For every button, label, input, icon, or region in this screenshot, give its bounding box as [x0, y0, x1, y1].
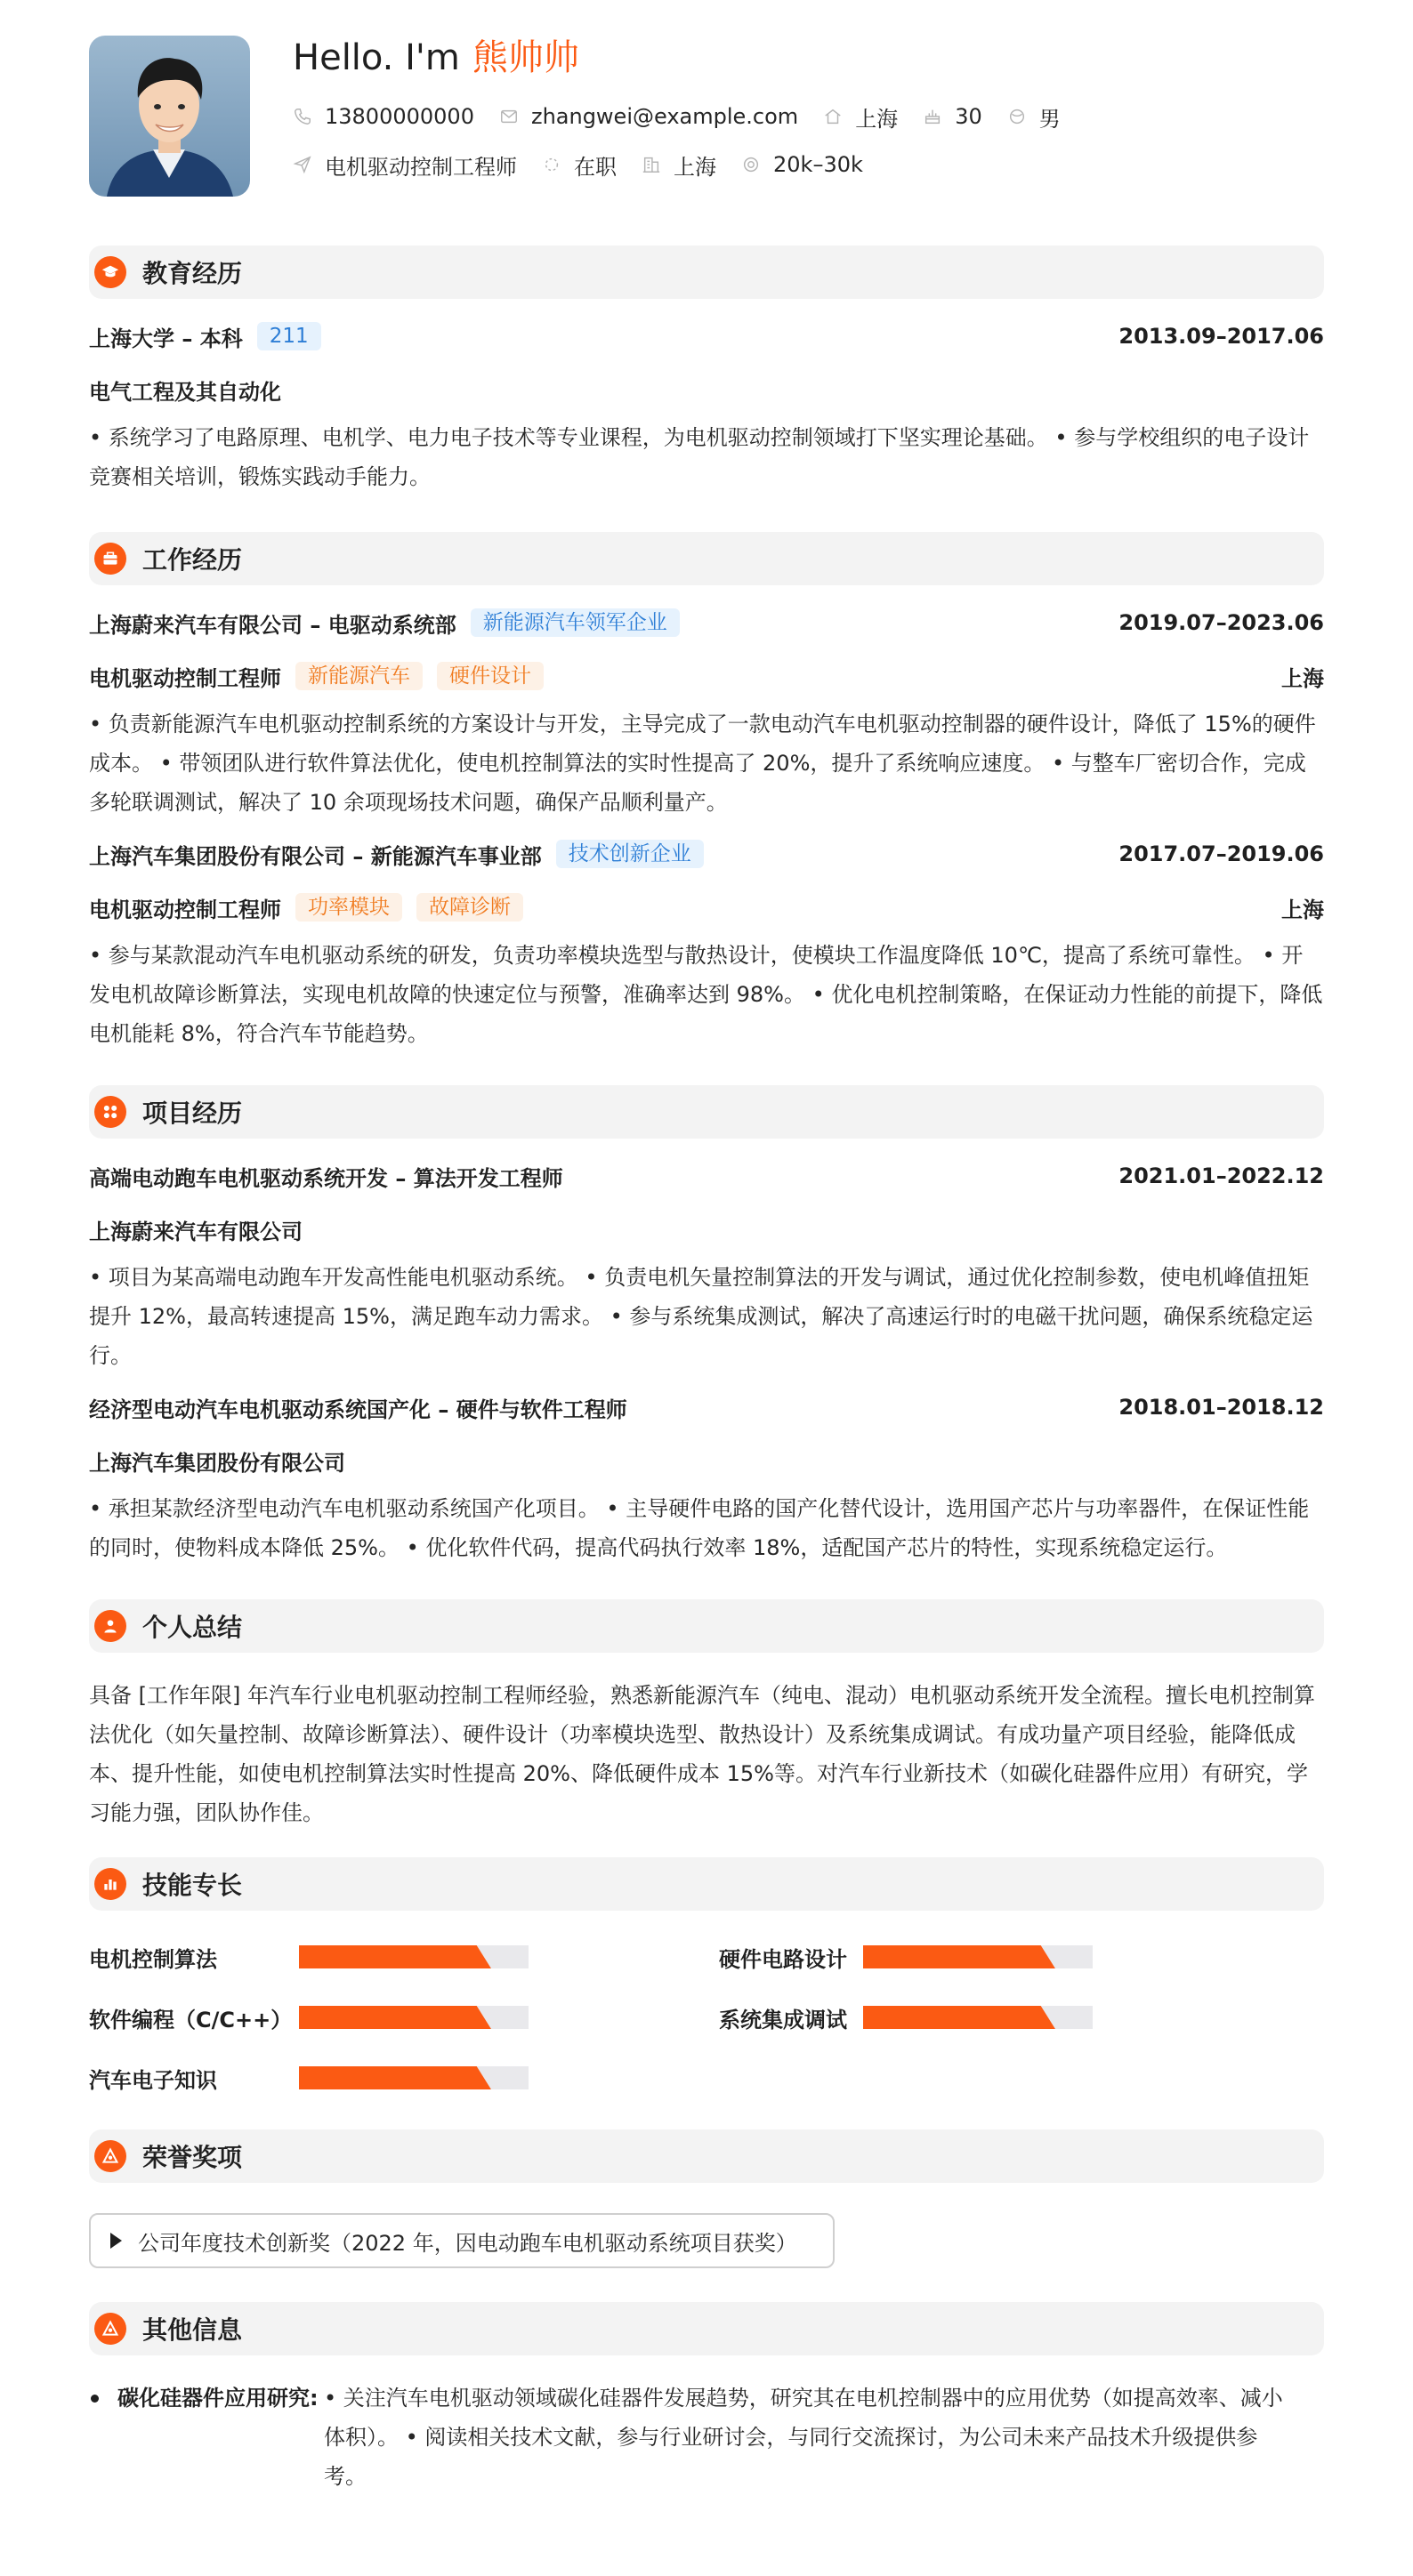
skill-name: 汽车电子知识 — [89, 2067, 217, 2093]
email-value: zhangwei@example.com — [530, 104, 799, 129]
work-company-row — [89, 608, 1324, 637]
resume-header — [89, 36, 1324, 196]
work-company: 上海蔚来汽车有限公司 – 电驱动系统部 — [89, 612, 456, 638]
work-description: • 参与某款混动汽车电机驱动系统的研发，负责功率模块选型与散热设计，使模块工作温度降低 10℃，提高了系统可靠性。 • 开发电机故障诊断算法，实现电机故障的快速定位与预警，准确率达到 98%。 • 优化电机控制策略，在保证动力性能的前提下，降低电机能耗 8%，符合汽车节能趋势。 — [89, 943, 1323, 1046]
skill-bar — [863, 2006, 1093, 2029]
skills-section-header — [89, 1857, 1324, 1911]
project-company-row — [89, 1446, 1324, 1475]
grid-icon — [94, 1096, 126, 1128]
work-city: 上海 — [1281, 897, 1324, 922]
project-company-row — [89, 1215, 1324, 1244]
salary-value: 20k–30k — [773, 152, 863, 177]
work-company-row — [89, 840, 1324, 868]
email-info — [499, 104, 798, 129]
work-tag: 故障诊断 — [416, 893, 523, 922]
other-label: 碳化硅器件应用研究: — [117, 2386, 319, 2411]
skill-bar — [863, 1945, 1093, 1968]
education-row — [89, 322, 1324, 350]
project-name: 高端电动跑车电机驱动系统开发 – 算法开发工程师 — [89, 1165, 563, 1191]
education-description: • 系统学习了电路原理、电机学、电力电子技术等专业课程，为电机驱动控制领域打下坚实理论基础。 • 参与学校组织的电子设计竞赛相关培训，锻炼实践动手能力。 — [89, 425, 1310, 489]
avatar — [89, 36, 250, 197]
skill-item — [719, 1943, 1164, 1971]
status-info — [542, 149, 617, 181]
greeting-text: Hello. I'm — [293, 37, 460, 78]
project-row — [89, 1162, 1324, 1190]
other-section-title: 其他信息 — [142, 2315, 243, 2345]
city-info — [642, 149, 716, 181]
job-title-value: 电机驱动控制工程师 — [325, 154, 517, 180]
coin-icon — [741, 155, 761, 174]
skill-bar — [299, 1945, 529, 1968]
skill-bar-fill — [299, 2066, 505, 2089]
candidate-name: 熊帅帅 — [472, 37, 579, 78]
award-text: 公司年度技术创新奖（2022 年，因电动跑车电机驱动系统项目获奖） — [138, 2230, 797, 2256]
project-company: 上海蔚来汽车有限公司 — [89, 1219, 303, 1244]
skills-list — [89, 1943, 1324, 2092]
project-date: 2018.01–2018.12 — [1118, 1395, 1324, 1420]
work-role-row — [89, 893, 1324, 922]
awards-list — [89, 2213, 1324, 2268]
phone-info — [293, 104, 474, 129]
skill-bar-fill — [863, 2006, 1070, 2029]
job-info — [293, 149, 517, 181]
contact-row — [293, 103, 1086, 130]
send-icon — [293, 155, 312, 174]
project-description: • 项目为某高端电动跑车开发高性能电机驱动系统。 • 负责电机矢量控制算法的开发与调试，通过优化控制参数，使电机峰值扭矩提升 12%，最高转速提高 15%，满足跑车动力需求。 • 参与系统集成测试，解决了高速运行时的电磁干扰问题，确保系统稳定运行。 — [89, 1265, 1313, 1368]
project-name: 经济型电动汽车电机驱动系统国产化 – 硬件与软件工程师 — [89, 1397, 627, 1422]
skill-name: 系统集成调试 — [719, 2007, 847, 2033]
other-item — [89, 2379, 1324, 2496]
education-section-title: 教育经历 — [142, 259, 243, 288]
location-value: 上海 — [855, 106, 899, 132]
work-city: 上海 — [1281, 665, 1324, 691]
disclosure-triangle-icon[interactable] — [110, 2233, 122, 2249]
work-date: 2019.07–2023.06 — [1118, 610, 1324, 635]
skills-section-title: 技能专长 — [142, 1871, 243, 1900]
skill-bar-fill — [863, 1945, 1070, 1968]
graduation-cap-icon — [94, 256, 126, 288]
age-value: 30 — [955, 104, 982, 129]
work-section-title: 工作经历 — [142, 545, 243, 575]
loading-icon — [542, 155, 561, 174]
award-icon — [94, 2313, 126, 2345]
project-company: 上海汽车集团股份有限公司 — [89, 1450, 345, 1476]
salary-info — [741, 152, 863, 177]
skill-item — [89, 2003, 719, 2032]
award-item[interactable] — [89, 2213, 835, 2268]
gender-info — [1007, 101, 1061, 133]
user-icon — [94, 1610, 126, 1642]
location-info — [823, 101, 898, 133]
skill-name: 硬件电路设计 — [719, 1946, 847, 1972]
summary-section-title: 个人总结 — [142, 1613, 243, 1642]
status-value: 在职 — [574, 154, 617, 180]
gender-value: 男 — [1038, 106, 1061, 132]
major-name: 电气工程及其自动化 — [89, 379, 281, 405]
award-icon — [94, 2140, 126, 2172]
work-tag: 功率模块 — [295, 893, 402, 922]
work-company-tag: 新能源汽车领军企业 — [471, 608, 680, 637]
skill-bar — [299, 2066, 529, 2089]
age-info — [923, 104, 982, 129]
awards-section-header — [89, 2129, 1324, 2183]
city-value: 上海 — [674, 154, 716, 180]
projects-section-header — [89, 1085, 1324, 1139]
awards-section-title: 荣誉奖项 — [142, 2143, 243, 2172]
skill-item — [89, 1943, 719, 1971]
skill-bar — [299, 2006, 529, 2029]
skill-name: 软件编程（C/C++） — [89, 2007, 293, 2033]
skill-name: 电机控制算法 — [89, 1946, 217, 1972]
school-tag: 211 — [257, 322, 321, 350]
home-icon — [823, 107, 843, 126]
work-section-header — [89, 532, 1324, 585]
project-row — [89, 1393, 1324, 1421]
work-role-row — [89, 662, 1324, 690]
bar-chart-icon — [94, 1868, 126, 1900]
work-company-tag: 技术创新企业 — [556, 840, 704, 868]
project-description: • 承担某款经济型电动汽车电机驱动系统国产化项目。 • 主导硬件电路的国产化替代设计，选用国产芯片与功率器件，在保证性能的同时，使物料成本降低 25%。 • 优化软件代码，提高代码执行效率 18%，适配国产芯片的特性，实现系统稳定运行。 — [89, 1496, 1310, 1560]
bullet — [89, 2379, 117, 2496]
work-date: 2017.07–2019.06 — [1118, 841, 1324, 866]
gender-icon — [1007, 107, 1027, 126]
skill-item — [89, 2064, 719, 2092]
other-text: • 关注汽车电机驱动领域碳化硅器件发展趋势，研究其在电机控制器中的应用优势（如提高效率、减小体积）。 • 阅读相关技术文献，参与行业研讨会，与同行交流探讨，为公司未来产品技术升级提供参考。 — [324, 2386, 1283, 2489]
work-description: • 负责新能源汽车电机驱动控制系统的方案设计与开发，主导完成了一款电动汽车电机驱动控制器的硬件设计，降低了 15%的硬件成本。 • 带领团队进行软件算法优化，使电机控制算法的实时性提高了 20%，提升了系统响应速度。 • 与整车厂密切合作，完成多轮联调测试，解决了 10 余项现场技术问题，确保产品顺利量产。 — [89, 712, 1316, 815]
work-tag: 新能源汽车 — [295, 662, 423, 690]
projects-section-title: 项目经历 — [142, 1099, 243, 1128]
work-role: 电机驱动控制工程师 — [89, 897, 281, 922]
cake-icon — [923, 107, 942, 126]
education-date: 2013.09–2017.06 — [1118, 324, 1324, 349]
work-company: 上海汽车集团股份有限公司 – 新能源汽车事业部 — [89, 843, 542, 869]
greeting — [293, 36, 1086, 80]
work-tag: 硬件设计 — [437, 662, 544, 690]
summary-section-header — [89, 1599, 1324, 1653]
skill-bar-fill — [299, 1945, 505, 1968]
major-row — [89, 375, 1324, 404]
education-section-header — [89, 246, 1324, 299]
phone-value: 13800000000 — [325, 104, 474, 129]
school-name: 上海大学 – 本科 — [89, 326, 243, 351]
mail-icon — [499, 107, 519, 126]
header-info — [293, 36, 1086, 178]
summary-text: 具备 [工作年限] 年汽车行业电机驱动控制工程师经验，熟悉新能源汽车（纯电、混动）电机驱动系统开发全流程。擅长电机控制算法优化（如矢量控制、故障诊断算法）、硬件设计（功率模块选型、散热设计）及系统集成调试。有成功量产项目经验，能降低成本、提升性能，如使电机控制算法实时性提高 20%、降低硬件成本 15%等。对汽车行业新技术（如碳化硅器件应用）有研究，学习能力强，团队协作佳。 — [89, 1683, 1315, 1825]
briefcase-icon — [94, 543, 126, 575]
skill-item — [719, 2003, 1164, 2032]
project-date: 2021.01–2022.12 — [1118, 1163, 1324, 1188]
skill-bar-fill — [299, 2006, 505, 2029]
career-row — [293, 151, 1086, 178]
phone-icon — [293, 107, 312, 126]
work-role: 电机驱动控制工程师 — [89, 665, 281, 691]
building-icon — [642, 155, 661, 174]
other-section-header — [89, 2302, 1324, 2355]
